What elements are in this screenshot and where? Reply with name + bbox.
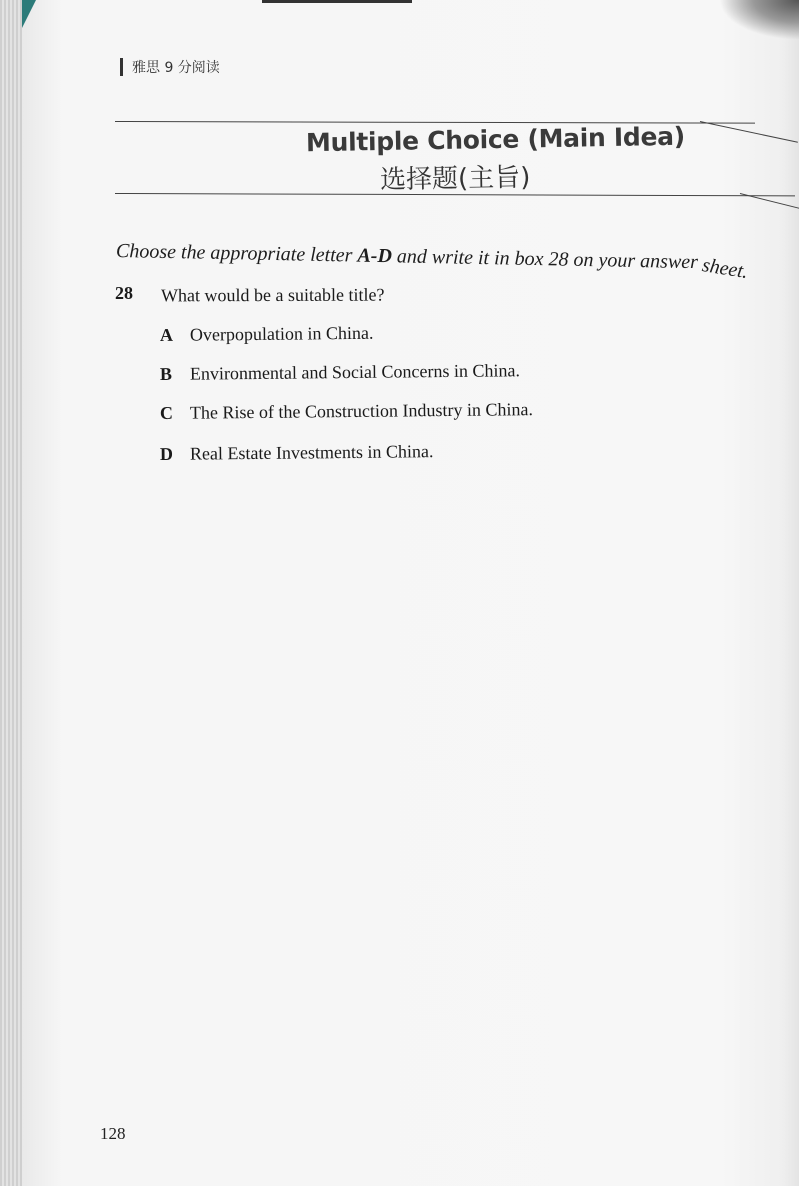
running-head — [120, 57, 220, 77]
option-text: Environmental and Social Concerns in China. — [189, 360, 521, 384]
option-text: Real Estate Investments in China. — [189, 441, 434, 464]
section-title-en: Multiple Choice (Main Idea) — [305, 121, 686, 158]
option-text: The Rise of the Construction Industry in China. — [189, 399, 534, 423]
instruction-part3: sheet. — [700, 254, 750, 284]
option-a — [160, 323, 374, 346]
option-c — [160, 399, 533, 424]
option-letter: A — [159, 324, 174, 345]
option-d — [160, 441, 434, 465]
option-letter: D — [159, 443, 174, 464]
option-letter: C — [159, 402, 174, 423]
page-edge-stack — [0, 0, 22, 1186]
option-text: Overpopulation in China. — [189, 322, 374, 345]
instruction-letters: A-D — [357, 244, 393, 268]
question-text: What would be a suitable title? — [160, 284, 385, 306]
page-corner-tab — [22, 0, 36, 28]
top-edge-band — [262, 0, 412, 3]
option-letter: B — [159, 363, 173, 384]
option-b — [160, 360, 520, 385]
running-head-text: 雅思 9 分阅读 — [132, 60, 220, 76]
section-title-zh: 选择题(主旨) — [379, 162, 531, 196]
instruction-part1: Choose the appropriate letter — [115, 240, 358, 267]
question-number: 28 — [115, 283, 133, 303]
instruction-part2: and write it in box 28 on your answer — [391, 245, 704, 274]
page-number: 128 — [100, 1124, 126, 1143]
page-corner-shadow — [719, 0, 799, 40]
running-head-bar — [120, 58, 123, 76]
